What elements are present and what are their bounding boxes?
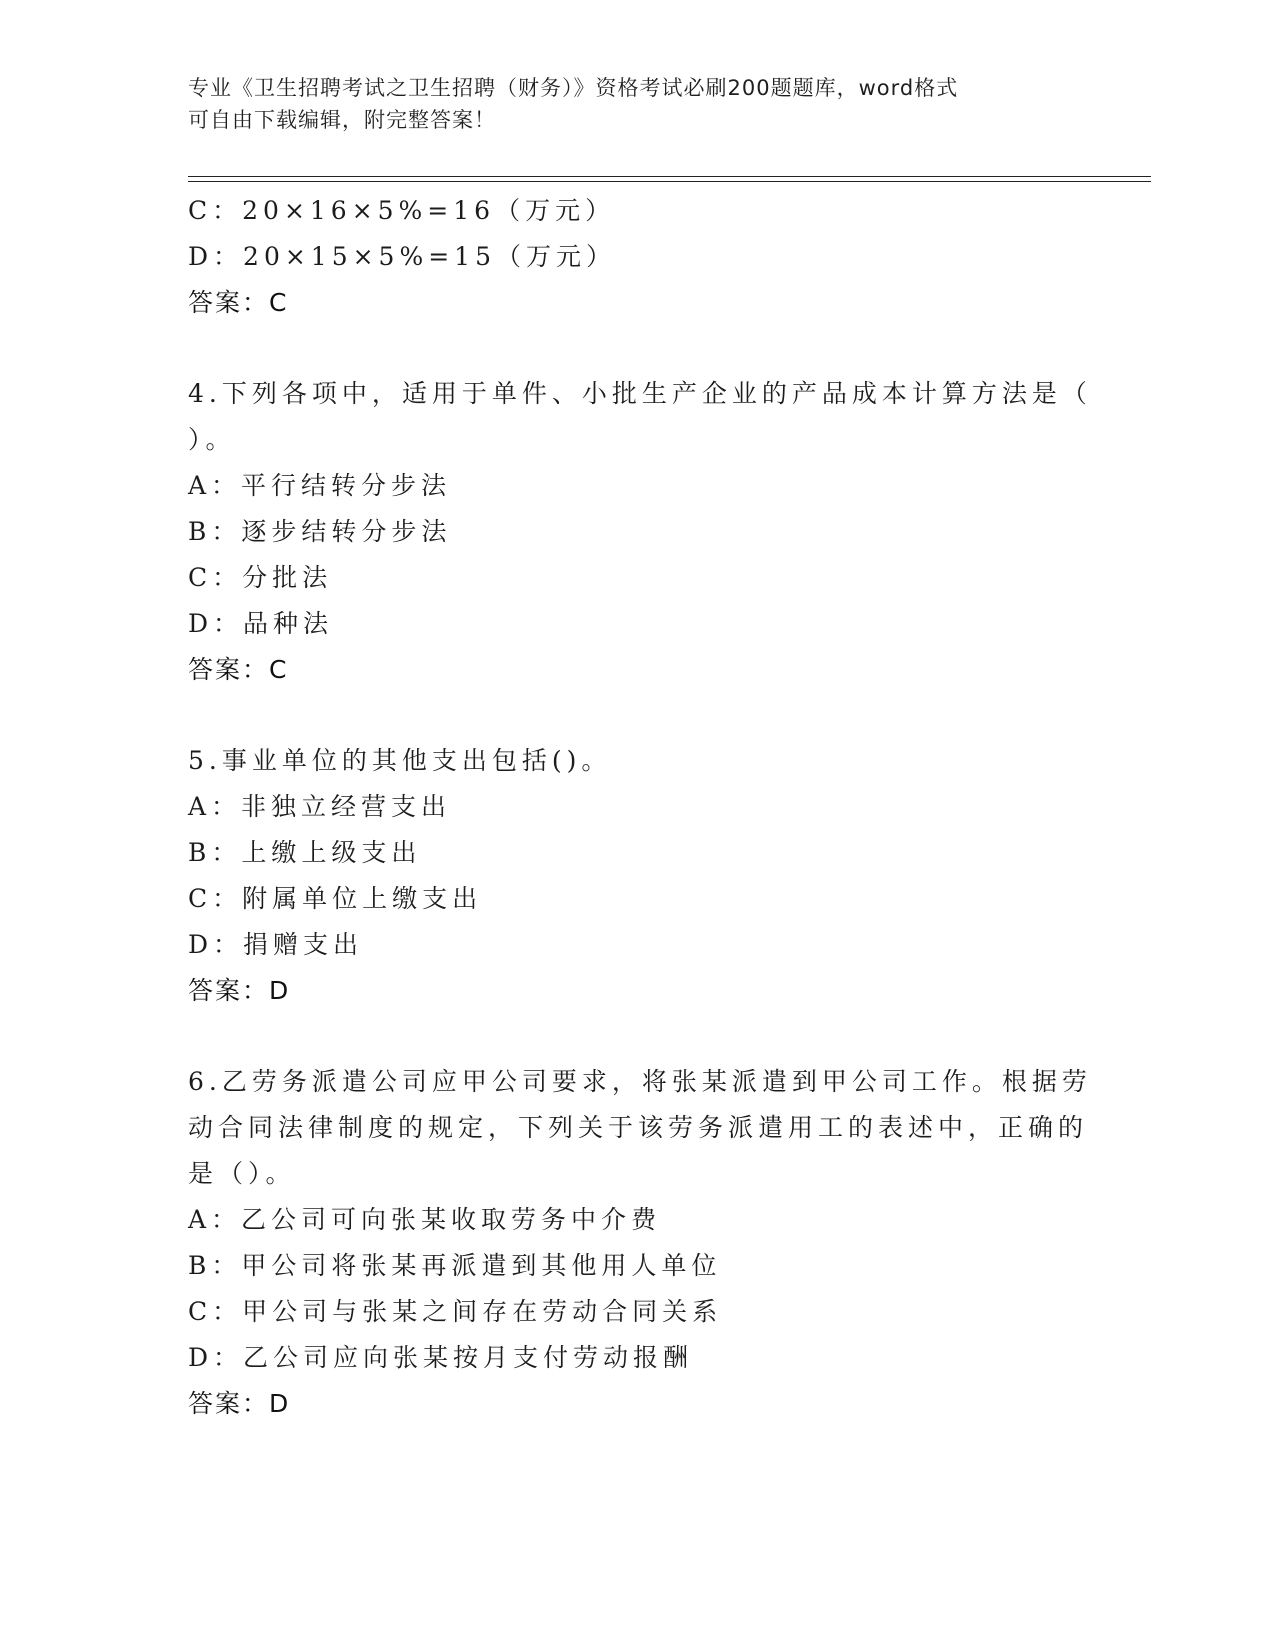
question-3-tail — [188, 188, 1068, 326]
question-5 — [188, 738, 1068, 1014]
option-d: D：乙公司应向张某按月支付劳动报酬 — [188, 1343, 694, 1372]
option-c: C：甲公司与张某之间存在劳动合同关系 — [188, 1297, 723, 1326]
document-header — [188, 72, 1068, 136]
option-d: D：品种法 — [188, 609, 334, 638]
question-stem-line: 6.乙劳务派遣公司应甲公司要求，将张某派遣到甲公司工作。根据劳 — [188, 1067, 1092, 1096]
option-a: A：乙公司可向张某收取劳务中介费 — [188, 1205, 662, 1234]
answer: 答案：D — [188, 1389, 291, 1418]
question-stem-line: 动合同法律制度的规定，下列关于该劳务派遣用工的表述中，正确的 — [188, 1113, 1089, 1142]
header-divider-bottom — [188, 181, 1151, 182]
option-b: B：逐步结转分步法 — [188, 517, 452, 546]
option-a: A：平行结转分步法 — [188, 471, 452, 500]
option-c: C：分批法 — [188, 563, 333, 592]
question-stem-line: ）。 — [188, 425, 236, 454]
document-body — [188, 188, 1092, 1427]
option-b: B：上缴上级支出 — [188, 838, 422, 867]
header-title-line-2: 可自由下载编辑，附完整答案！ — [188, 108, 496, 132]
spacer — [188, 326, 1068, 371]
question-stem-line: 4.下列各项中，适用于单件、小批生产企业的产品成本计算方法是（ — [188, 379, 1092, 408]
question-stem-line: 5.事业单位的其他支出包括()。 — [188, 746, 612, 775]
option-c: C：附属单位上缴支出 — [188, 884, 483, 913]
question-6 — [188, 1059, 1092, 1427]
option-d: D：捐赠支出 — [188, 930, 364, 959]
spacer — [188, 693, 1068, 738]
spacer — [188, 1014, 1068, 1059]
option-b: B：甲公司将张某再派遣到其他用人单位 — [188, 1251, 722, 1280]
answer: 答案：C — [188, 288, 289, 317]
option-d: D：20×15×5%=15（万元） — [188, 242, 616, 271]
answer: 答案：C — [188, 655, 289, 684]
header-title-line-1: 专业《卫生招聘考试之卫生招聘（财务）》资格考试必刷200题题库，word格式 — [188, 76, 959, 100]
option-c: C：20×16×5%=16（万元） — [188, 196, 616, 225]
header-divider-top — [188, 176, 1151, 177]
option-a: A：非独立经营支出 — [188, 792, 452, 821]
question-stem-line: 是（）。 — [188, 1159, 296, 1188]
question-4 — [188, 371, 1092, 693]
answer: 答案：D — [188, 976, 291, 1005]
